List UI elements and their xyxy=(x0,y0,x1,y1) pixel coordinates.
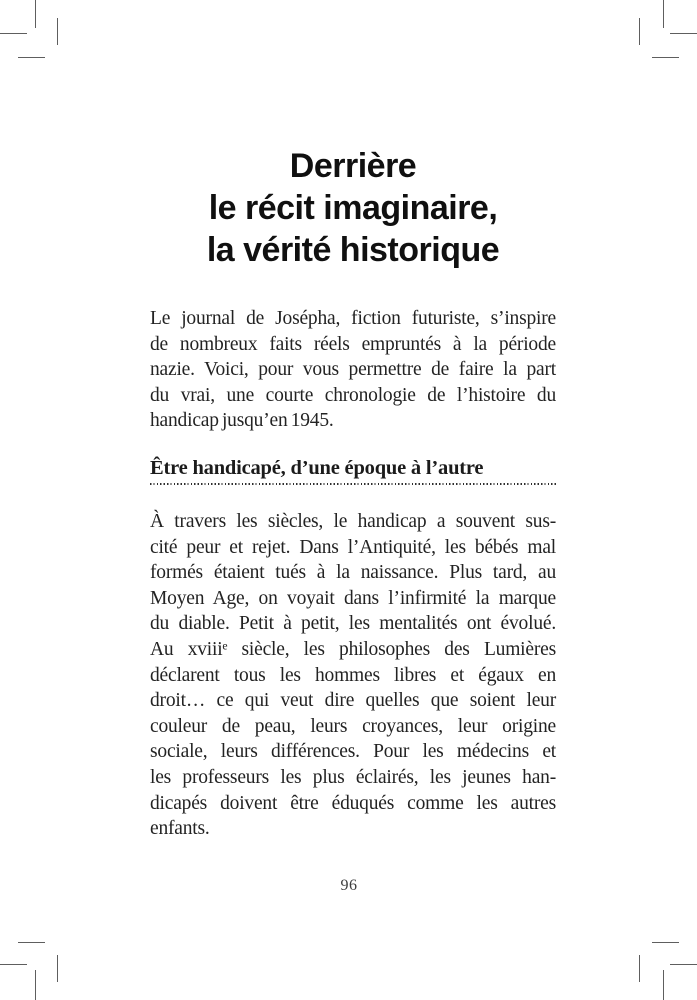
crop-mark-bottom-right-inner-horizontal xyxy=(652,942,679,943)
crop-mark-top-right-inner-horizontal xyxy=(652,57,679,58)
dotted-rule xyxy=(150,483,556,485)
crop-mark-top-right-inner-vertical xyxy=(639,18,640,45)
section-heading: Être handicapé, d’une époque à l’autre xyxy=(150,457,484,479)
crop-mark-bottom-right-inner-vertical xyxy=(639,955,640,982)
crop-mark-top-right-vertical xyxy=(663,0,664,28)
page-number: 96 xyxy=(340,877,358,894)
crop-mark-bottom-left-inner-horizontal xyxy=(18,942,45,943)
intro-paragraph: Le journal de Josépha, fiction futuriste, s’inspire de nombreux faits réels empruntés à la période nazie. Voici, pour vous permettre de faire la part du vrai, une courte chronologie de l’histoire du handicap jusqu’en 1945. xyxy=(150,308,556,432)
crop-mark-bottom-right-horizontal xyxy=(670,964,697,965)
crop-mark-top-left-inner-horizontal xyxy=(18,57,45,58)
page-title: Derrière le récit imaginaire, la vérité historique xyxy=(206,147,500,269)
crop-mark-top-left-inner-vertical xyxy=(57,18,58,45)
crop-mark-bottom-right-vertical xyxy=(663,970,664,1000)
crop-mark-top-left-horizontal xyxy=(0,33,27,34)
crop-mark-bottom-left-vertical xyxy=(35,970,36,1000)
crop-mark-top-left-vertical xyxy=(35,0,36,28)
crop-mark-bottom-left-horizontal xyxy=(0,964,27,965)
crop-mark-bottom-left-inner-vertical xyxy=(57,955,58,982)
crop-mark-top-right-horizontal xyxy=(670,33,697,34)
section-paragraph: À travers les siècles, le handicap a souvent sus- cité peur et rejet. Dans l’Antiquité, les bébés mal formés étaient tués à la naissance. Plus tard, au Moyen Age, on voyait dans l’infirmité la marque du diable. Petit à petit, les mentalités ont évolué. Au xviiiᵉ siècle, les philosophes des Lumières déclarent tous les hommes libres et égaux en droit… ce qui veut dire quelles que soient leur couleur de peau, leurs croyances, leur origine sociale, leurs différences. Pour les médecins et les professeurs les plus éclairés, les jeunes han- dicapés doivent être éduqués comme les autres enfants. xyxy=(150,511,556,840)
